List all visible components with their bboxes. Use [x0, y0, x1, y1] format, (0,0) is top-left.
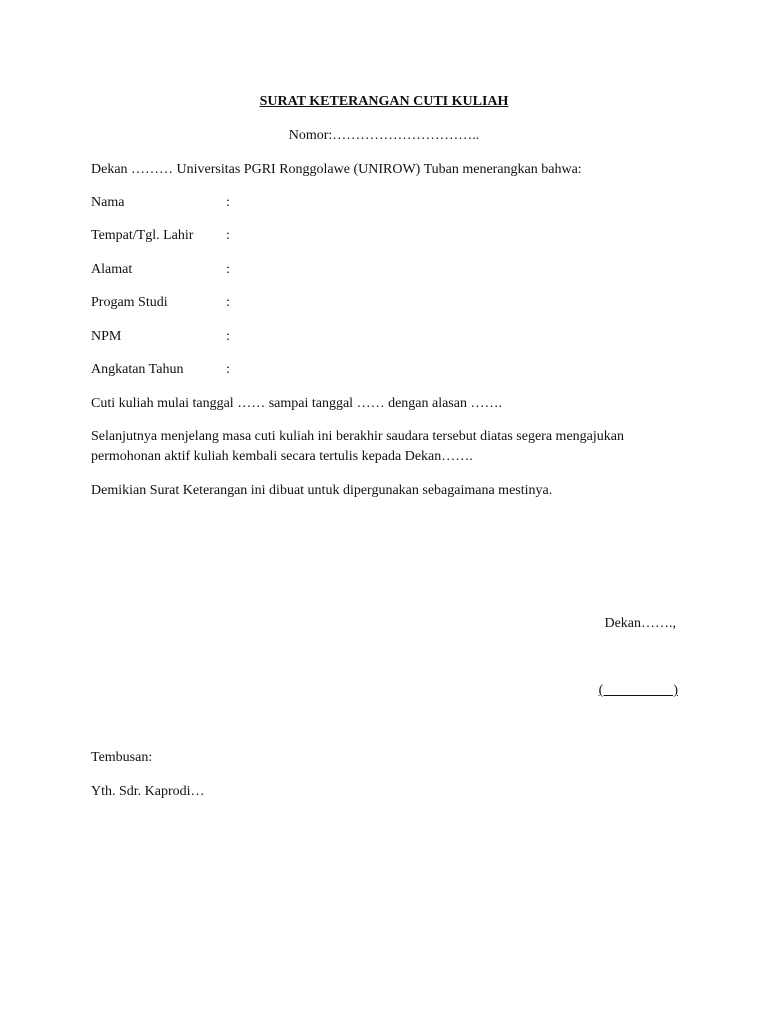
field-colon-tempat-tgl-lahir: : [226, 228, 230, 243]
field-label-tempat-tgl-lahir: Tempat/Tgl. Lahir [91, 228, 194, 243]
field-colon-nama: : [226, 195, 230, 210]
signatory-title: Dekan……., [604, 616, 676, 631]
closing-text: Demikian Surat Keterangan ini dibuat untuk dipergunakan sebagaimana mestinya. [91, 483, 553, 498]
field-colon-progam-studi: : [226, 295, 230, 310]
tembusan-item: Yth. Sdr. Kaprodi… [91, 784, 205, 799]
field-colon-npm: : [226, 329, 230, 344]
paragraph-line-2: permohonan aktif kuliah kembali secara tertulis kepada Dekan……. [91, 449, 473, 464]
cuti-period-text: Cuti kuliah mulai tanggal …… sampai tanggal …… dengan alasan ……. [91, 396, 502, 411]
field-colon-alamat: : [226, 262, 230, 277]
document-number: Nomor:………………………….. [288, 128, 480, 143]
field-label-angkatan-tahun: Angkatan Tahun [91, 362, 184, 377]
field-label-progam-studi: Progam Studi [91, 295, 168, 310]
field-colon-angkatan-tahun: : [226, 362, 230, 377]
paragraph-line-1: Selanjutnya menjelang masa cuti kuliah ini berakhir saudara tersebut diatas segera mengajukan [91, 429, 624, 444]
document-title: SURAT KETERANGAN CUTI KULIAH [259, 94, 509, 109]
tembusan-label: Tembusan: [91, 750, 153, 765]
intro-text: Dekan ……… Universitas PGRI Ronggolawe (UNIROW) Tuban menerangkan bahwa: [91, 162, 582, 177]
signature-blank: ( ) [598, 683, 678, 698]
field-label-npm: NPM [91, 329, 122, 344]
field-label-nama: Nama [91, 195, 125, 210]
field-label-alamat: Alamat [91, 262, 133, 277]
